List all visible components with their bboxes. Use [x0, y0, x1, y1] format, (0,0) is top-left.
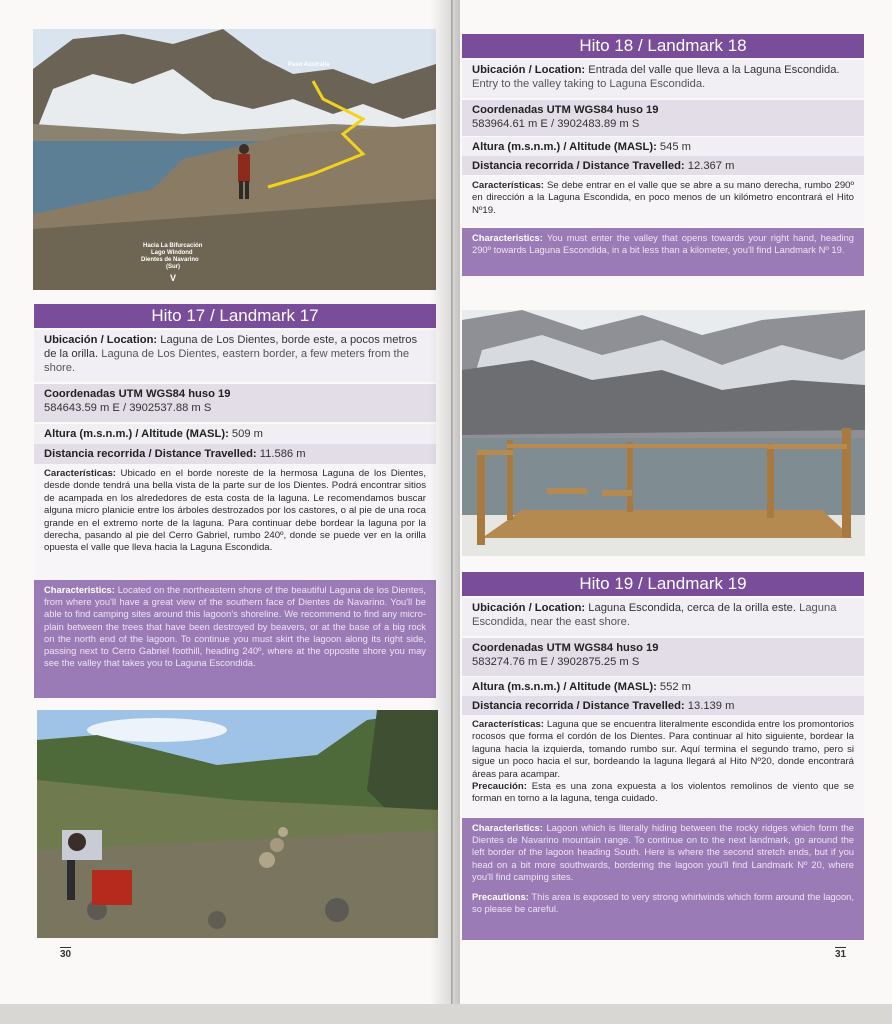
prec-es-text: Esta es una zona expuesta a los violentos remolinos de viento que se forman en torno a la laguna, tenga cuidado. [472, 781, 854, 805]
coords-label: Coordenadas UTM WGS84 huso 19 [472, 104, 659, 116]
location-es: Laguna Escondida, cerca de la orilla este. [588, 602, 796, 614]
altitude-value: 509 m [231, 428, 263, 440]
location-label: Ubicación / Location: [472, 602, 586, 614]
page-number-left: 30 [60, 949, 72, 960]
hito17-altitude [34, 424, 436, 444]
hito17-location [34, 330, 436, 382]
hito18-distance [462, 156, 864, 175]
char-en-text: Lagoon which is literally hiding between the rocky ridges which form the Dientes de Navarino mountain range. To continue on to the next landmark, go around the left border of the lagoon heading South. Here is where the second stretch ends, but if you head on a bit more southwards, bordering the lagoon you'll find Landmark Nº 20, where you'll find camping sites. [472, 822, 854, 882]
altitude-value: 545 m [659, 141, 691, 153]
distance-label: Distancia recorrida / Distance Travelled: [472, 160, 685, 172]
char-en-label: Characteristics: [472, 232, 543, 243]
hito19-title: Hito 19 / Landmark 19 [462, 572, 864, 596]
location-en: Laguna Escondida, near the east shore. [472, 602, 837, 628]
hito18-location [462, 60, 864, 98]
prec-en-label: Precautions: [472, 891, 529, 903]
altitude-label: Altura (m.s.n.m.) / Altitude (MASL): [472, 681, 657, 693]
hito19-characteristics-en [462, 818, 864, 940]
location-en: Laguna de Los Dientes, eastern border, a few meters from the shore. [44, 348, 410, 374]
hito19-altitude [462, 677, 864, 696]
distance-value: 12.367 m [687, 160, 735, 172]
distance-value: 13.139 m [687, 700, 735, 712]
label-bifurcacion-4: (Sur) [166, 264, 180, 270]
prec-en-text: This area is exposed to very strong whirlwinds which form around the lagoon, so please be careful. [472, 891, 854, 915]
altitude-label: Altura (m.s.n.m.) / Altitude (MASL): [472, 141, 657, 153]
location-en: Entry to the valley taking to Laguna Escondida. [472, 78, 706, 90]
hito17-title: Hito 17 / Landmark 17 [34, 304, 436, 328]
char-es-text: Se debe entrar en el valle que se abre a su mano derecha, rumbo 290º en dirección a la Laguna Escondida, en poco menos de un kilómetro encontrará el Hito Nº19. [472, 180, 854, 216]
hito17-coords [34, 384, 436, 422]
hito18-title: Hito 18 / Landmark 18 [462, 34, 864, 58]
char-es-text: Ubicado en el borde noreste de la hermosa Laguna de los Dientes, desde donde tendrá una bella vista de la parte sur de los Dientes. Podrá encontrar sitios de acampada en los alrededores de esta costa de la laguna. Le recomendamos buscar alguna micro planicie entre los árboles destrozados por los castores, o al pie de una roca grande en el extremo norte de la laguna. Para continuar debe bordear la laguna por la derecha, pasando al pie del Cerro Gabriel, rumbo 240º, donde se puede ver en la orilla opuesta el valle que lleva hacia la Laguna Escondida. [44, 468, 426, 554]
coords-value: 583274.76 m E / 3902875.25 m S [472, 656, 640, 668]
char-en-text: You must enter the valley that opens towards your right hand, heading 290º towards Laguna Escondida, in a bit less than a kilometer, you'll find Landmark Nº 19. [472, 232, 855, 256]
altitude-value: 552 m [659, 681, 691, 693]
right-page [453, 0, 892, 1004]
char-en-text: Located on the northeastern shore of the beautiful Laguna de los Dientes, from where you'll have a great view of the southern face of Dientes de Navarino. You'll be able to find camping sites around this lagoon's shoreline. We recommend to find any micro-plain between the trees that have been destroyed by beavers, or at the base of a big rock on the north end of the lagoon. To continue you must skirt the lagoon along its right side, passing next to Cerro Gabriel foothill, heading 240º, where at the opposite shore you may see the valley that takes you to Laguna Escondida. [44, 584, 426, 669]
hito17-characteristics-es [34, 464, 436, 580]
hito18-characteristics-es [462, 176, 864, 226]
altitude-label: Altura (m.s.n.m.) / Altitude (MASL): [44, 428, 229, 440]
distance-label: Distancia recorrida / Distance Travelled: [472, 700, 685, 712]
left-page [0, 0, 452, 1004]
distance-value: 11.586 m [259, 448, 306, 460]
char-es-label: Características: [44, 468, 116, 479]
coords-value: 583964.61 m E / 3902483.89 m S [472, 118, 640, 130]
hito19-coords [462, 638, 864, 676]
coords-value: 584643.59 m E / 3902537.88 m S [44, 402, 212, 414]
coords-label: Coordenadas UTM WGS84 huso 19 [44, 388, 231, 400]
hito19-characteristics-es [462, 715, 864, 818]
char-en-label: Characteristics: [472, 822, 543, 833]
down-arrow-icon: V [170, 273, 177, 283]
char-en-label: Characteristics: [44, 584, 115, 595]
hito18-characteristics-en [462, 228, 864, 276]
char-es-label: Características: [472, 180, 544, 191]
photo-wooden-deck [462, 310, 865, 556]
distance-label: Distancia recorrida / Distance Travelled: [44, 448, 257, 460]
label-bifurcacion-2: Lago Windond [151, 250, 193, 256]
location-label: Ubicación / Location: [472, 64, 586, 76]
location-label: Ubicación / Location: [44, 334, 158, 346]
char-es-text: Laguna que se encuentra literalmente escondida entre los promontorios rocosos que forma el cordón de los Dientes. Para continuar al hito siguiente, bordear la laguna hacia la izquierda, tomando rumbo sur. Aquí termina el segundo tramo, pero si sigue un poco hacia el sur, bordeando la laguna llegará al Hito Nº20, donde encontrará áreas para acampar. [472, 719, 854, 780]
char-es-label: Características: [472, 719, 544, 730]
label-paso-australia: Paso Australia [288, 62, 330, 68]
location-es: Laguna de Los Dientes, borde este, a pocos metros de la orilla. [44, 334, 418, 360]
coords-label: Coordenadas UTM WGS84 huso 19 [472, 642, 659, 654]
photo-hiker-valley [37, 710, 438, 938]
prec-es-label: Precaución: [472, 781, 527, 793]
hito19-distance [462, 696, 864, 715]
hito18-coords [462, 100, 864, 136]
location-es: Entrada del valle que lleva a la Laguna Escondida. [588, 64, 840, 76]
page-number-right: 31 [835, 949, 847, 960]
hito17-characteristics-en [34, 580, 436, 698]
hito19-location [462, 598, 864, 636]
photo-lake-trail [33, 29, 436, 290]
label-bifurcacion-1: Hacia La Bifurcación [143, 243, 203, 249]
label-bifurcacion-3: Dientes de Navarino [141, 257, 199, 263]
hito18-altitude [462, 137, 864, 156]
hito17-distance [34, 444, 436, 464]
